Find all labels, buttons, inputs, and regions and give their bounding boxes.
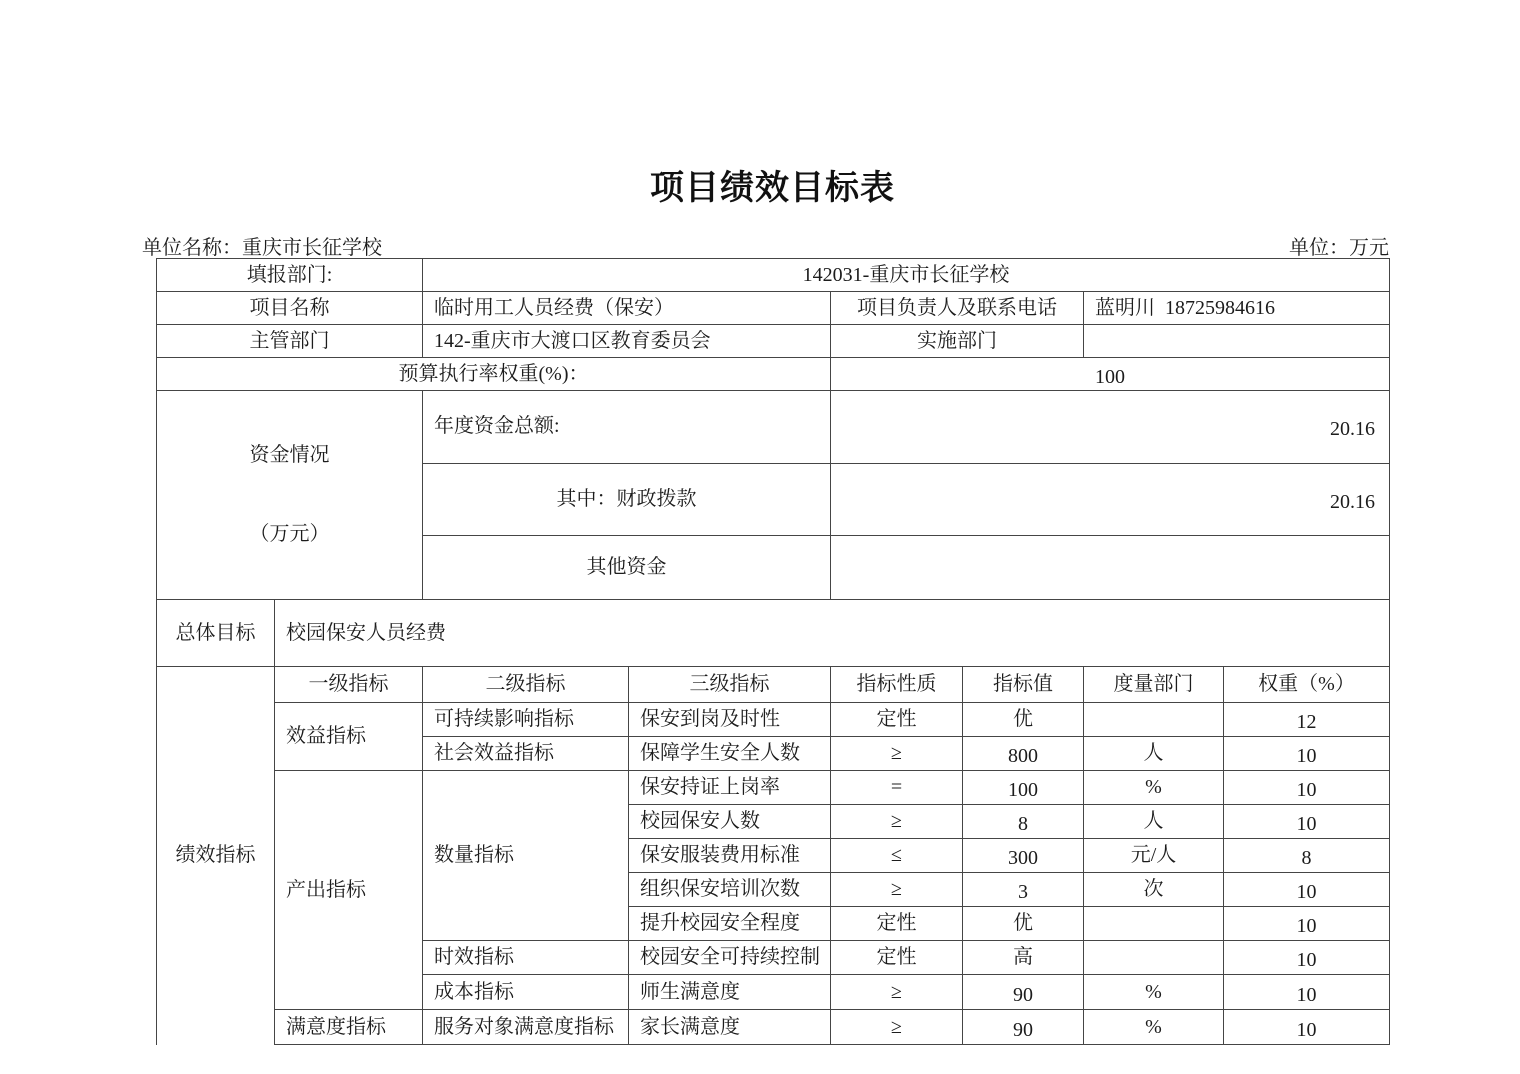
value-cell: 3 <box>963 873 1084 907</box>
nature-cell: 定性 <box>831 907 963 941</box>
value-cell: 100 <box>963 771 1084 805</box>
unit-name-label: 单位名称：重庆市长征学校 <box>142 237 382 259</box>
unit-cell <box>1084 907 1224 941</box>
l3-cell: 师生满意度 <box>629 975 831 1010</box>
contact-value-cell: 蓝明川 18725984616 <box>1084 292 1390 325</box>
impl-dept-label-cell: 实施部门 <box>831 325 1084 358</box>
level2-timeliness-cell: 时效指标 <box>423 941 629 975</box>
unit-cell <box>1084 703 1224 737</box>
project-value-cell: 临时用工人员经费（保安） <box>423 292 831 325</box>
weight-cell: 10 <box>1224 1010 1390 1045</box>
l3-cell: 校园保安人数 <box>629 805 831 839</box>
l3-cell: 组织保安培训次数 <box>629 873 831 907</box>
funding-other-value-cell <box>831 536 1390 600</box>
nature-cell: 定性 <box>831 941 963 975</box>
level1-benefit-cell: 效益指标 <box>275 703 423 771</box>
row-indicator-header <box>157 667 1390 703</box>
funding-fiscal-value-cell: 20.16 <box>831 463 1390 536</box>
l3-cell: 保安服装费用标准 <box>629 839 831 873</box>
nature-cell: ≥ <box>831 873 963 907</box>
l3-cell: 保障学生安全人数 <box>629 737 831 771</box>
unit-cell: % <box>1084 771 1224 805</box>
indicator-row <box>157 771 1390 805</box>
level1-output-cell: 产出指标 <box>275 771 423 1010</box>
header-weight: 权重（%） <box>1224 667 1390 703</box>
funding-label-line1: 资金情况 <box>249 444 330 466</box>
level2-quantity-cell: 数量指标 <box>423 771 629 941</box>
nature-cell: ≥ <box>831 805 963 839</box>
header-nature: 指标性质 <box>831 667 963 703</box>
l3-cell: 保安到岗及时性 <box>629 703 831 737</box>
funding-fiscal-label-cell: 其中：财政拨款 <box>423 463 831 536</box>
weight-cell: 10 <box>1224 805 1390 839</box>
l3-cell: 提升校园安全程度 <box>629 907 831 941</box>
nature-cell: ≥ <box>831 975 963 1010</box>
value-cell: 优 <box>963 703 1084 737</box>
level2-cell: 可持续影响指标 <box>423 703 629 737</box>
indicator-row <box>157 1010 1390 1045</box>
nature-cell: ≥ <box>831 737 963 771</box>
value-cell: 优 <box>963 907 1084 941</box>
header-value: 指标值 <box>963 667 1084 703</box>
fill-dept-label-cell: 填报部门: <box>157 259 423 292</box>
row-supervisor <box>157 325 1390 358</box>
row-budget-rate <box>157 358 1390 391</box>
value-cell: 90 <box>963 1010 1084 1045</box>
funding-label-line2: （万元） <box>249 523 330 545</box>
weight-cell: 12 <box>1224 703 1390 737</box>
perf-left-label-cell: 绩效指标 <box>157 667 275 1045</box>
row-funding-total <box>157 391 1390 464</box>
indicator-row <box>157 703 1390 737</box>
weight-cell: 10 <box>1224 975 1390 1010</box>
unit-cell: % <box>1084 1010 1224 1045</box>
unit-cell: 人 <box>1084 737 1224 771</box>
funding-label-cell <box>157 391 423 600</box>
unit-cell <box>1084 941 1224 975</box>
weight-cell: 10 <box>1224 771 1390 805</box>
value-cell: 高 <box>963 941 1084 975</box>
weight-cell: 8 <box>1224 839 1390 873</box>
unit-cell: 元/人 <box>1084 839 1224 873</box>
level1-satisfaction-cell: 满意度指标 <box>275 1010 423 1045</box>
unit-label: 单位：万元 <box>1289 237 1389 259</box>
supervisor-value-cell: 142-重庆市大渡口区教育委员会 <box>423 325 831 358</box>
unit-cell: % <box>1084 975 1224 1010</box>
nature-cell: = <box>831 771 963 805</box>
unit-cell: 次 <box>1084 873 1224 907</box>
funding-total-value-cell: 20.16 <box>831 391 1390 464</box>
value-cell: 800 <box>963 737 1084 771</box>
fill-dept-value-cell: 142031-重庆市长征学校 <box>423 259 1390 292</box>
nature-cell: 定性 <box>831 703 963 737</box>
value-cell: 300 <box>963 839 1084 873</box>
project-label-cell: 项目名称 <box>157 292 423 325</box>
level2-cost-cell: 成本指标 <box>423 975 629 1010</box>
row-project <box>157 292 1390 325</box>
page-title: 项目绩效目标表 <box>650 169 895 207</box>
funding-total-label-cell: 年度资金总额: <box>423 391 831 464</box>
weight-cell: 10 <box>1224 737 1390 771</box>
level2-service-satisfaction-cell: 服务对象满意度指标 <box>423 1010 629 1045</box>
overall-goal-label-cell: 总体目标 <box>157 600 275 667</box>
nature-cell: ≤ <box>831 839 963 873</box>
supervisor-label-cell: 主管部门 <box>157 325 423 358</box>
performance-target-table <box>156 258 1390 1045</box>
l3-cell: 校园安全可持续控制 <box>629 941 831 975</box>
header-level3: 三级指标 <box>629 667 831 703</box>
l3-cell: 保安持证上岗率 <box>629 771 831 805</box>
impl-dept-value-cell <box>1084 325 1390 358</box>
header-level1: 一级指标 <box>275 667 423 703</box>
level2-cell: 社会效益指标 <box>423 737 629 771</box>
overall-goal-value-cell: 校园保安人员经费 <box>275 600 1390 667</box>
row-fill-dept <box>157 259 1390 292</box>
contact-label-cell: 项目负责人及联系电话 <box>831 292 1084 325</box>
weight-cell: 10 <box>1224 941 1390 975</box>
meta-line <box>142 231 1389 260</box>
weight-cell: 10 <box>1224 907 1390 941</box>
budget-rate-value-cell: 100 <box>831 358 1390 391</box>
nature-cell: ≥ <box>831 1010 963 1045</box>
l3-cell: 家长满意度 <box>629 1010 831 1045</box>
value-cell: 90 <box>963 975 1084 1010</box>
weight-cell: 10 <box>1224 873 1390 907</box>
header-level2: 二级指标 <box>423 667 629 703</box>
budget-rate-label-cell: 预算执行率权重(%)： <box>157 358 831 391</box>
value-cell: 8 <box>963 805 1084 839</box>
header-unit: 度量部门 <box>1084 667 1224 703</box>
funding-other-label-cell: 其他资金 <box>423 536 831 600</box>
row-overall-goal <box>157 600 1390 667</box>
unit-cell: 人 <box>1084 805 1224 839</box>
